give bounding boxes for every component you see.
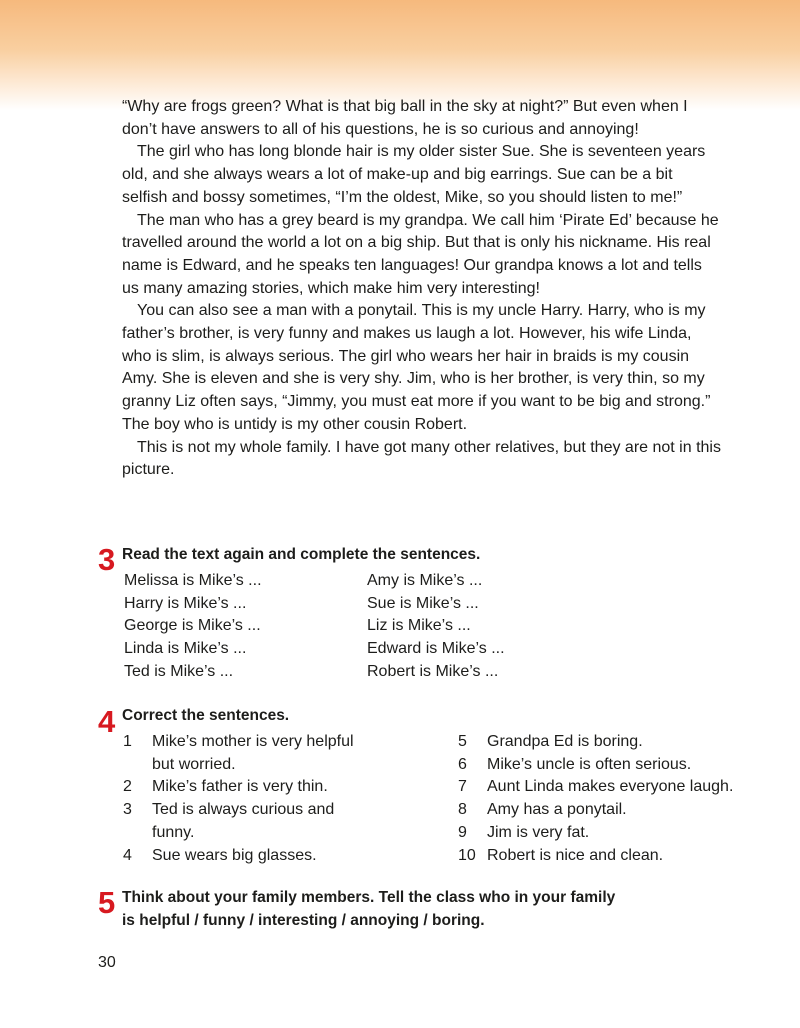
- list-item: Melissa is Mike’s ...: [124, 572, 262, 589]
- list-item: [123, 799, 368, 844]
- list-item: [458, 731, 768, 754]
- task-3-number: 3: [98, 542, 116, 577]
- task-4-left-list: [123, 731, 368, 867]
- item-number: 8: [458, 801, 467, 819]
- list-item: [458, 799, 768, 822]
- list-item: Edward is Mike’s ...: [367, 640, 505, 658]
- list-item: Robert is Mike’s ...: [367, 662, 499, 680]
- item-text: Mike’s mother is very helpful but worried.: [152, 733, 354, 773]
- item-text: Jim is very fat.: [487, 823, 590, 841]
- task-4-title: Correct the sentences.: [122, 707, 290, 724]
- item-number: 1: [123, 733, 132, 750]
- list-item: Liz is Mike’s ...: [367, 617, 471, 635]
- list-item: [123, 731, 368, 776]
- list-item: Sue is Mike’s ...: [367, 594, 479, 612]
- item-text: Grandpa Ed is boring.: [487, 733, 643, 750]
- list-item: [458, 845, 768, 868]
- list-item: Harry is Mike’s ...: [124, 594, 247, 612]
- list-item: [458, 822, 768, 845]
- item-text: Robert is nice and clean.: [487, 846, 664, 864]
- list-item: Linda is Mike’s ...: [124, 640, 247, 658]
- reading-paragraph: You can also see a man with a ponytail. This is my uncle Harry. Harry, who is my father’s brother, is very funny and makes us laugh a lot. However, his wife Linda, who is slim, is always serious. The girl who wears her hair in braids is my cousin Amy. She is eleven and she is very shy. Jim, who is her brother, is very thin, so my granny Liz often says, “Jimmy, you must eat more if you want to be big and strong.” The boy who is untidy is my other cousin Robert.: [122, 302, 711, 433]
- item-number: 2: [123, 778, 132, 796]
- list-item: [123, 845, 368, 868]
- list-item: [123, 776, 368, 799]
- item-number: 5: [458, 733, 467, 750]
- item-number: 9: [458, 823, 467, 841]
- item-text: Amy has a ponytail.: [487, 801, 627, 819]
- item-number: 6: [458, 755, 467, 773]
- item-number: 10: [458, 846, 476, 864]
- item-text: Mike’s father is very thin.: [152, 778, 328, 796]
- item-text: Sue wears big glasses.: [152, 846, 317, 864]
- task-3-right-list: [367, 570, 597, 684]
- task-5-title: [122, 887, 722, 932]
- item-number: 4: [123, 846, 132, 864]
- task-4-number: 4: [98, 704, 116, 739]
- item-number: 3: [123, 801, 132, 819]
- task-3-left-list: [124, 570, 354, 684]
- item-text: Ted is always curious and funny.: [152, 801, 335, 841]
- item-text: Aunt Linda makes everyone laugh.: [487, 778, 734, 796]
- list-item: [458, 754, 768, 777]
- task-5-line-1: Think about your family members. Tell the class who in your family: [122, 889, 616, 906]
- list-item: [458, 776, 768, 799]
- task-4-right-list: [458, 731, 768, 867]
- item-number: 7: [458, 778, 467, 796]
- reading-paragraph: The man who has a grey beard is my grandpa. We call him ‘Pirate Ed’ because he travelled around the world a lot on a big ship. But that is only his nickname. His real name is Edward, and he speaks ten languages! Our grandpa knows a lot and tells us many amazing stories, which make him very interesting!: [122, 211, 719, 297]
- task-3-title: Read the text again and complete the sentences.: [122, 546, 481, 563]
- reading-paragraph: “Why are frogs green? What is that big ball in the sky at night?” But even when I don’t have answers to all of his questions, he is so curious and annoying!: [122, 98, 688, 138]
- list-item: Amy is Mike’s ...: [367, 572, 483, 589]
- task-5-number: 5: [98, 885, 116, 920]
- header-gradient-band: [0, 0, 800, 110]
- reading-text: [122, 96, 722, 482]
- reading-paragraph: The girl who has long blonde hair is my older sister Sue. She is seventeen years old, and she always wears a lot of make-up and big earrings. Sue can be a bit selfish and bossy sometimes, “I’m the oldest, Mike, so you should listen to me!”: [122, 143, 706, 206]
- list-item: George is Mike’s ...: [124, 617, 261, 635]
- task-5-line-2: is helpful / funny / interesting / annoying / boring.: [122, 911, 485, 929]
- page-number: 30: [98, 954, 116, 971]
- reading-paragraph: This is not my whole family. I have got many other relatives, but they are not in this picture.: [122, 438, 721, 479]
- list-item: Ted is Mike’s ...: [124, 662, 234, 680]
- item-text: Mike’s uncle is often serious.: [487, 755, 692, 773]
